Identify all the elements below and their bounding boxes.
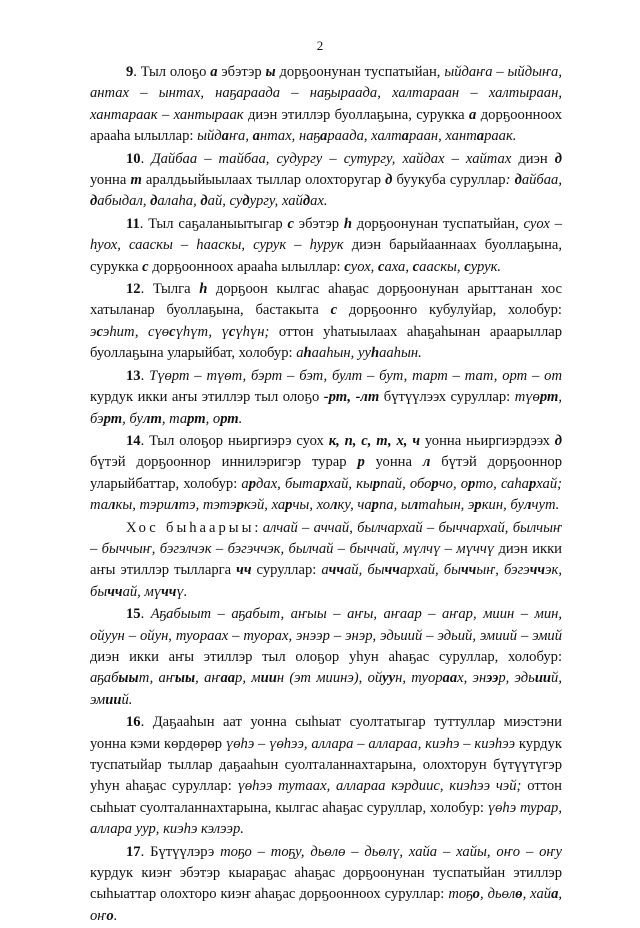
text-run: алчай – аччай, былчархай – быччархай, былчыҥ – быччыҥ, бэгэлчэк – бэгэччэк, былчай – быччай, мүлчү – мүччү	[90, 519, 563, 557]
text-run: пай, обо	[380, 475, 432, 492]
text-run: уох,	[350, 258, 378, 275]
text-run: тоҕ	[448, 886, 473, 903]
text-run: д	[514, 172, 522, 189]
text-run: а	[210, 64, 218, 80]
text-run: д	[554, 432, 562, 449]
paragraph-14	[90, 431, 562, 517]
text-run: h	[199, 281, 208, 298]
text-run: д	[200, 193, 208, 210]
text-run: бүтэй дорҕооннор иннилэригэр турар	[90, 454, 358, 471]
text-run: д	[554, 150, 563, 167]
text-run: курдук киэҥ эбэтэр кыараҕас аһаҕас дорҕоонунан туспатыйан этиллэр сыһыаттар олохторо киэҥ аһаҕас дорҕоонноох суруллар:	[90, 865, 562, 903]
text-run: дорҕоонноох арааһа ылыллар:	[148, 258, 345, 275]
text-run: й, эм	[90, 670, 562, 708]
text-run: уонна ньиргиэрдээх	[420, 432, 555, 449]
text-run: ургу, хай	[249, 193, 303, 210]
text-run: .	[113, 907, 118, 924]
text-run: лт	[142, 410, 162, 427]
text-run: ааһын, уу	[311, 345, 371, 362]
text-run: д	[302, 193, 311, 210]
paragraph-10	[90, 149, 562, 213]
text-run: ааскы,	[419, 258, 465, 275]
text-run: аа	[220, 670, 236, 687]
text-run: р	[285, 497, 293, 514]
text-run: уонна	[364, 454, 423, 471]
text-run: с	[412, 258, 420, 275]
text-run: дорҕоонунан туспатыйан,	[275, 64, 445, 80]
text-run: с	[169, 323, 176, 340]
text-run: кэй, ха	[243, 497, 286, 514]
text-run: р	[357, 454, 365, 471]
text-run: ыҥ, бэгэ	[476, 562, 530, 579]
text-run: 10	[126, 150, 141, 167]
text-run: д	[385, 172, 393, 189]
text-run: кин, бу	[481, 497, 525, 514]
text-run: с	[330, 302, 338, 319]
text-run: чч	[107, 583, 123, 600]
text-run: ыы	[174, 670, 196, 687]
text-run: с	[377, 258, 385, 275]
text-run: эбэтэр	[294, 215, 344, 232]
text-run: суох – һуох, сааскы – һааскы, сурук – һурук	[90, 215, 562, 254]
text-run: а	[551, 886, 559, 903]
text-run: 14	[126, 432, 141, 449]
text-run: э	[90, 323, 97, 340]
text-run: л	[171, 497, 179, 514]
text-run: алаһа,	[157, 193, 201, 210]
text-run: а	[320, 128, 328, 145]
text-run: -рт, -лт	[323, 389, 380, 406]
text-run: дорҕоонҥо кубулуйар, холобур:	[337, 302, 562, 319]
text-run: 16	[126, 714, 141, 731]
text-run: т	[130, 172, 142, 189]
text-run: үөһэ турар, аллара уур, киэһэ кэлээр.	[90, 799, 562, 838]
text-run: л	[422, 454, 431, 471]
text-run: эк, бы	[90, 562, 562, 600]
text-run: суруллар:	[251, 562, 322, 579]
text-run: хай; та	[90, 475, 562, 514]
text-run: ыы	[118, 670, 139, 687]
text-run: ку, ча	[337, 497, 372, 514]
text-run: .	[140, 606, 151, 623]
text-run: т, аҥ	[138, 670, 175, 687]
text-run: чч	[328, 562, 344, 579]
text-run: .	[140, 150, 152, 167]
text-run: рт	[539, 389, 559, 406]
text-run: р	[320, 475, 328, 492]
text-run: раан, хант	[408, 128, 477, 145]
text-run: ыйд	[197, 128, 222, 145]
text-run: л	[524, 497, 532, 514]
text-run: ҥа,	[228, 128, 253, 145]
text-run: Аҕабыыт – аҕабыт, аҥыы – аҥы, аҥаар – аҥар, миин – мин, ойуун – ойун, туораах – туорах, энээр – энэр, эдьиий – эдьий, эмиий – эмий	[90, 606, 563, 644]
text-run: аҕаб	[90, 670, 119, 687]
text-run: , хай	[522, 886, 552, 903]
text-run: ай, бы	[344, 562, 385, 579]
text-run: чы, хо	[292, 497, 331, 514]
text-run: оттон сыһыат суолталаннахтарына, кылгас аһаҕас суруллар, холобур:	[90, 778, 562, 816]
text-run: Хос быһаарыы	[126, 519, 255, 536]
text-run: , та	[161, 410, 188, 427]
text-run: раак.	[484, 128, 517, 145]
text-run: 13	[126, 367, 141, 384]
text-run: д	[90, 193, 98, 210]
text-run: кы, тэри	[115, 497, 172, 514]
text-run: о	[106, 907, 114, 924]
text-run: н, туор	[395, 670, 443, 687]
text-run: ы	[265, 64, 276, 80]
text-run: ай, су	[207, 193, 243, 210]
text-run: . Тылга	[140, 281, 200, 298]
text-run: а	[401, 128, 409, 145]
text-run: к, п, с, т, х, ч	[328, 432, 420, 449]
text-run: чч	[461, 562, 477, 579]
text-run: , бу	[122, 410, 143, 427]
text-run: 9	[126, 64, 134, 80]
text-run: уонна	[90, 172, 131, 189]
text-run: ии	[260, 670, 277, 687]
text-run: чч	[384, 562, 400, 579]
text-run: ү.	[176, 583, 188, 600]
text-run: с	[96, 323, 103, 340]
text-run: ии	[105, 691, 122, 708]
text-run: курдук туспатыйар тыллар даҕааһын суолталаннахтарына, олохторун бүтүүтүгэр уһун аһаҕас суруллар:	[90, 735, 562, 795]
text-run: эһит, сүө	[102, 323, 170, 340]
paragraph-11	[90, 214, 562, 278]
text-run: , бэ	[90, 389, 562, 427]
text-run: эбэтэр	[217, 64, 266, 80]
text-run: һ	[370, 345, 380, 362]
text-run: нтах, наҕ	[259, 128, 321, 145]
text-run: а	[252, 128, 260, 145]
text-run: буукуба суруллар	[392, 172, 506, 189]
text-run: рт	[103, 410, 123, 427]
text-run: ааһын.	[379, 345, 422, 362]
text-run: а	[241, 475, 249, 492]
text-run: рт	[187, 410, 206, 427]
text-run: ыйдаҥа – ыйдыҥа, антах – ынтах, наҕараада – наҕыраада, халтараан – халтыраан, хантараак – хантыраак	[90, 64, 562, 123]
text-run: а	[469, 106, 477, 123]
text-run: р	[248, 475, 257, 492]
paragraph-15	[90, 604, 562, 711]
text-run: р	[372, 475, 381, 492]
text-run: , оҥ	[90, 886, 563, 924]
text-run: . Бүтүүлэрэ	[140, 843, 221, 860]
text-run: айбаа,	[521, 172, 562, 189]
text-run: аха,	[384, 258, 413, 275]
text-run: дорҕоонунан туспатыйан,	[352, 215, 524, 232]
text-run: .	[140, 367, 150, 384]
paragraph-12	[90, 279, 562, 365]
text-run: диэн	[511, 150, 555, 167]
text-run: .	[238, 410, 243, 427]
text-run: 17	[126, 843, 141, 860]
page-number: 2	[316, 38, 324, 53]
text-run: һ	[303, 345, 312, 362]
text-run: р	[431, 475, 439, 492]
text-run: х, эн	[457, 670, 487, 687]
text-run: чч	[529, 562, 546, 579]
text-run: Түөрт – түөт, бэрт – бэт, булт – бут, тарт – тат, орт – от	[149, 367, 562, 384]
text-run: . Тыл олоҕор ньиргиэрэ суох	[140, 432, 329, 449]
paragraph-17	[90, 842, 562, 928]
text-run: с	[142, 258, 149, 275]
text-run: үһүт, ү	[175, 323, 229, 340]
paragraph-14-note	[90, 518, 562, 604]
text-run: л	[330, 497, 338, 514]
text-run: р, м	[235, 670, 261, 687]
text-run: раада, халт	[327, 128, 402, 145]
text-run: о	[472, 886, 480, 903]
text-run: ээ	[486, 670, 499, 687]
text-run: д	[242, 193, 250, 210]
text-run: с	[464, 258, 471, 275]
text-run: р	[371, 497, 379, 514]
text-run: с	[344, 258, 351, 275]
text-run: чо, о	[438, 475, 469, 492]
text-run: :	[505, 172, 515, 189]
text-run: а	[221, 128, 229, 145]
text-run: н (эт миинэ), ой	[276, 670, 383, 687]
text-run: а	[296, 345, 304, 362]
text-run: . Тыл саҕаланыытыгар	[139, 215, 288, 232]
text-run: л	[108, 497, 116, 514]
document-body	[90, 62, 562, 928]
text-run: , о	[205, 410, 221, 427]
text-run: с	[287, 215, 294, 232]
text-run: тоҕо – тоҕу, дьөлө – дьөлү, хайа – хайы, оҥо – оҥу	[220, 843, 562, 860]
text-run: хай, кы	[327, 475, 373, 492]
text-run: . Тыл олоҕо	[133, 64, 211, 80]
text-run: диэн икки аҥы этиллэр тылларга	[90, 540, 562, 579]
text-run: 15	[126, 606, 141, 623]
text-run: тэ, тэтэ	[178, 497, 237, 514]
paragraph-9	[90, 62, 562, 148]
text-run: дорҕоонноох арааһа ылыллар:	[90, 106, 563, 145]
text-run: таһын, э	[418, 497, 475, 514]
text-run: ай, мү	[122, 583, 162, 600]
text-run: чч	[236, 562, 252, 579]
text-run: рт	[220, 410, 239, 427]
text-run: а	[321, 562, 329, 579]
paragraph-16	[90, 712, 562, 840]
text-run: ах.	[310, 193, 328, 210]
text-run: аа	[442, 670, 458, 687]
text-run: бүтүүлээх суруллар:	[379, 389, 515, 406]
text-run: һ	[343, 215, 352, 232]
text-run: диэн икки аҥы этиллэр тыл олоҕор уһун аһаҕас суруллар, холобур:	[90, 648, 562, 665]
text-run: үөһэ – үөһээ, аллара – аллараа, киэһэ – киэһээ	[225, 735, 516, 752]
text-run: а	[476, 128, 485, 145]
text-run: р	[236, 497, 244, 514]
text-run: па, ы	[378, 497, 411, 514]
text-run: урук.	[470, 258, 502, 275]
text-run: с	[228, 323, 236, 340]
text-run: р	[474, 497, 482, 514]
text-run: ө	[515, 886, 523, 903]
text-run: л	[410, 497, 419, 514]
text-run: р	[528, 475, 537, 492]
text-run: р, эдь	[498, 670, 535, 687]
text-run: оттон уһатыылаах аһаҕаһынан араарыллар буоллаҕына уларыйбат, холобур:	[90, 323, 562, 362]
text-run: абыдал,	[97, 193, 151, 210]
text-run: дах, быта	[256, 475, 321, 492]
text-run: , аҥ	[195, 670, 221, 687]
text-run: Дайбаа – тайбаа, судургу – сутургу, хайдах – хайтах	[151, 150, 512, 167]
text-run: 12	[126, 281, 141, 298]
text-run: то, саһа	[475, 475, 529, 492]
paragraph-13	[90, 366, 562, 430]
text-run: д	[150, 193, 158, 210]
text-run: й.	[121, 691, 133, 708]
text-run: дорҕоон кылгас аһаҕас дорҕоонунан арыттанан хос хатыланар буоллаҕына, бастакыта	[90, 281, 562, 319]
text-run: чут.	[531, 497, 560, 514]
text-run: , дьөл	[479, 886, 516, 903]
text-run: архай, бы	[399, 562, 461, 579]
text-run: ии	[534, 670, 552, 687]
text-run: :	[254, 519, 263, 536]
text-run: . Даҕааһын аат уонна сыһыат суолтатыгар туттуллар миэстэни уонна кэми көрдөрөр	[90, 714, 562, 752]
text-run: бүтэй дорҕооннор уларыйбаттар, холобур:	[90, 454, 563, 492]
text-run: чч	[161, 583, 177, 600]
text-run: 11	[126, 215, 140, 232]
text-run: түө	[514, 389, 540, 406]
text-run: аралдьыйыылаах тыллар олохторугар	[141, 172, 386, 189]
text-run: уу	[382, 670, 396, 687]
text-run: диэн барыйааннаах буоллаҕына, сурукка	[90, 237, 563, 275]
text-run: үөһээ тутаах, аллараа кэрдиис, киэһээ чэй;	[237, 778, 522, 795]
text-run: диэн этиллэр буоллаҕына, сурукка	[243, 106, 470, 123]
text-run: курдук икки аҥы этиллэр тыл олоҕо	[90, 389, 324, 406]
text-run: үһүн;	[235, 323, 270, 340]
text-run: р	[468, 475, 476, 492]
